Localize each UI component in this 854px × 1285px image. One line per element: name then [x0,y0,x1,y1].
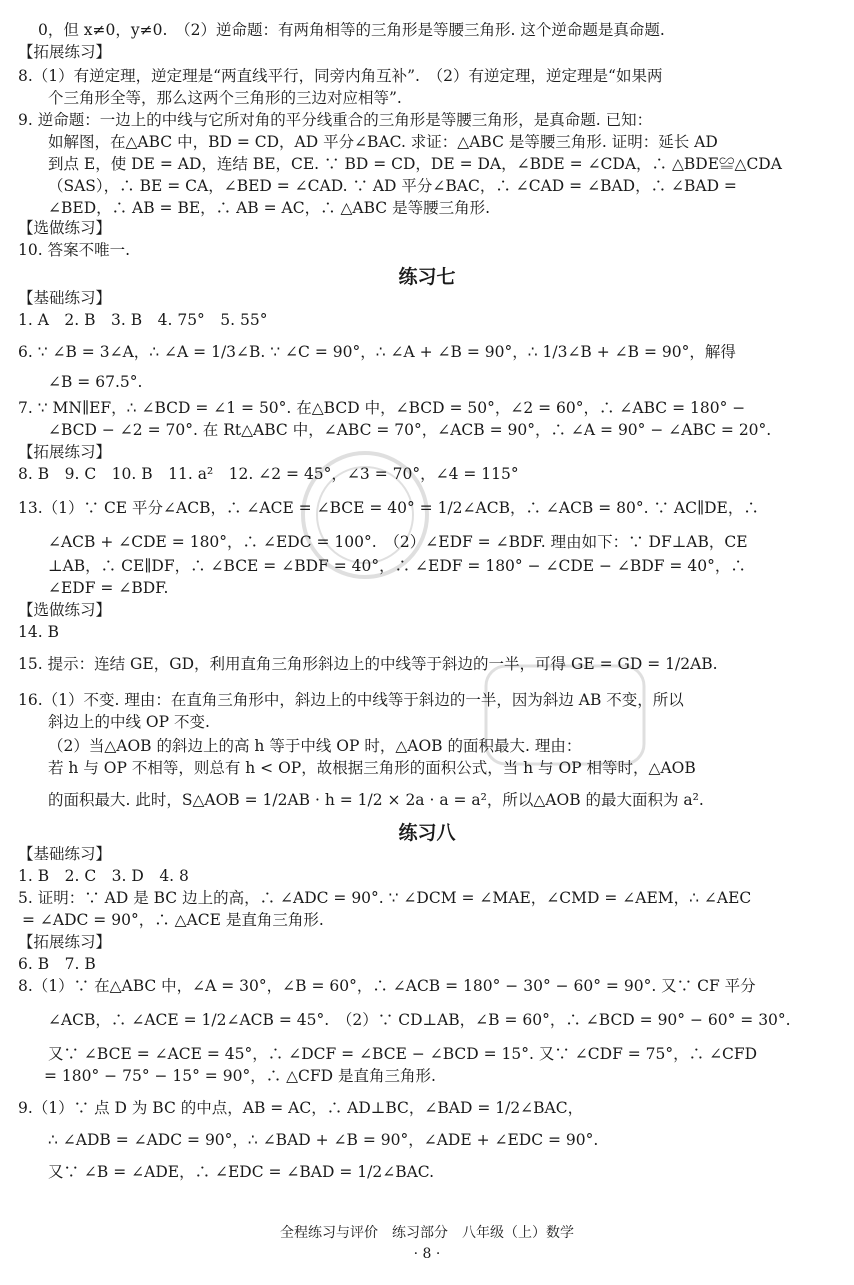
section-optional-7: 【选做练习】 [18,601,112,619]
line-39: ∠ACB，∴ ∠ACE = 1/2∠ACB = 45°. （2）∵ CD⊥AB，∠B = 60°，∴ ∠BCD = 90° − 60° = 30°. [48,1011,791,1029]
line-14: 6. ∵ ∠B = 3∠A，∴ ∠A = 1/3∠B. ∵ ∠C = 90°，∴ ∠A + ∠B = 90°，∴ 1/3∠B + ∠B = 90°，解得 [18,343,736,361]
line-05: 9. 逆命题：一边上的中线与它所对角的平分线重合的三角形是等腰三角形，是真命题. 已知： [18,111,653,129]
section-basic-8: 【基础练习】 [18,845,112,863]
line-37: 6. B 7. B [18,955,96,973]
line-28: 斜边上的中线 OP 不变. [48,713,210,731]
section-extend-8: 【拓展练习】 [18,933,112,951]
line-17: ∠BCD − ∠2 = 70°. 在 Rt△ABC 中，∠ABC = 70°，∠ACB = 90°，∴ ∠A = 90° − ∠ABC = 20°. [48,421,772,439]
line-26: 15. 提示：连结 GE，GD，利用直角三角形斜边上的中线等于斜边的一半，可得 GE = GD = 1/2AB. [18,655,718,673]
line-23: ∠EDF = ∠BDF. [48,579,169,597]
line-07: 到点 E，使 DE = AD，连结 BE，CE. ∵ BD = CD，DE = DA，∠BDE = ∠CDA，∴ △BDE≌△CDA [48,155,782,173]
line-06: 如解图，在△ABC 中，BD = CD，AD 平分∠BAC. 求证：△ABC 是等腰三角形. 证明：延长 AD [48,133,718,151]
section-basic-7: 【基础练习】 [18,289,112,307]
line-31: 的面积最大. 此时，S△AOB = 1/2AB · h = 1/2 × 2a · a = a²，所以△AOB 的最大面积为 a². [48,791,704,809]
line-41: = 180° − 75° − 15° = 90°，∴ △CFD 是直角三角形. [44,1067,436,1085]
line-09: ∠BED，∴ AB = BE，∴ AB = AC，∴ △ABC 是等腰三角形. [48,199,491,217]
line-22: ⊥AB，∴ CE∥DF，∴ ∠BCE = ∠BDF = 40°，∴ ∠EDF = 180° − ∠CDE − ∠BDF = 40°，∴ [48,557,746,575]
line-21: ∠ACB + ∠CDE = 180°，∴ ∠EDC = 100°. （2）∠EDF = ∠BDF. 理由如下：∵ DF⊥AB，CE [48,533,748,551]
line-20: 13.（1）∵ CE 平分∠ACB，∴ ∠ACE = ∠BCE = 40° = 1/2∠ACB，∴ ∠ACB = 80°. ∵ AC∥DE，∴ [18,499,759,517]
line-38: 8.（1）∵ 在△ABC 中，∠A = 30°，∠B = 60°，∴ ∠ACB = 180° − 30° − 60° = 90°. 又∵ CF 平分 [18,977,756,995]
line-16: 7. ∵ MN∥EF，∴ ∠BCD = ∠1 = 50°. 在△BCD 中，∠BCD = 50°，∠2 = 60°，∴ ∠ABC = 180° − [18,399,746,417]
line-01: 0，但 x≠0，y≠0. （2）逆命题：有两角相等的三角形是等腰三角形. 这个逆命题是真命题. [38,21,665,39]
line-29: （2）当△AOB 的斜边上的高 h 等于中线 OP 时，△AOB 的面积最大. 理由： [48,737,582,755]
exercise-8-title: 练习八 [398,822,456,844]
line-03: 8.（1）有逆定理，逆定理是“两直线平行，同旁内角互补”. （2）有逆定理，逆定理是“如果两 [18,67,663,85]
line-43: ∴ ∠ADB = ∠ADC = 90°，∴ ∠BAD + ∠B = 90°，∠ADE + ∠EDC = 90°. [48,1131,599,1149]
line-44: 又∵ ∠B = ∠ADE，∴ ∠EDC = ∠BAD = 1/2∠BAC. [48,1163,435,1181]
line-08: （SAS），∴ BE = CA，∠BED = ∠CAD. ∵ AD 平分∠BAC，∴ ∠CAD = ∠BAD，∴ ∠BAD = [48,177,737,195]
line-13: 1. A 2. B 3. B 4. 75° 5. 55° [18,311,268,329]
line-19: 8. B 9. C 10. B 11. a² 12. ∠2 = 45°，∠3 = 70°，∠4 = 115° [18,465,519,483]
line-15: ∠B = 67.5°. [48,373,143,391]
line-40: 又∵ ∠BCE = ∠ACE = 45°，∴ ∠DCF = ∠BCE − ∠BCD = 15°. 又∵ ∠CDF = 75°，∴ ∠CFD [48,1045,758,1063]
line-35: = ∠ADC = 90°，∴ △ACE 是直角三角形. [22,911,324,929]
section-optional-1: 【选做练习】 [18,219,112,237]
exercise-7-title: 练习七 [398,266,456,288]
line-30: 若 h 与 OP 不相等，则总有 h < OP，故根据三角形的面积公式，当 h 与 OP 相等时，△AOB [48,759,696,777]
line-27: 16.（1）不变. 理由：在直角三角形中，斜边上的中线等于斜边的一半，因为斜边 AB 不变，所以 [18,691,684,709]
section-extend-7: 【拓展练习】 [18,443,112,461]
line-34: 5. 证明：∵ AD 是 BC 边上的高，∴ ∠ADC = 90°. ∵ ∠DCM = ∠MAE，∠CMD = ∠AEM，∴ ∠AEC [18,889,752,907]
line-42: 9.（1）∵ 点 D 为 BC 的中点，AB = AC，∴ AD⊥BC，∠BAD = 1/2∠BAC， [18,1099,584,1117]
footer-page-number: · 8 · [413,1246,441,1262]
footer-book-title: 全程练习与评价 练习部分 八年级（上）数学 [280,1225,574,1241]
line-11: 10. 答案不唯一. [18,241,131,259]
line-33: 1. B 2. C 3. D 4. 8 [18,867,189,885]
section-extend-1: 【拓展练习】 [18,43,112,61]
line-04: 个三角形全等，那么这两个三角形的三边对应相等”. [48,89,402,107]
line-25: 14. B [18,623,59,641]
